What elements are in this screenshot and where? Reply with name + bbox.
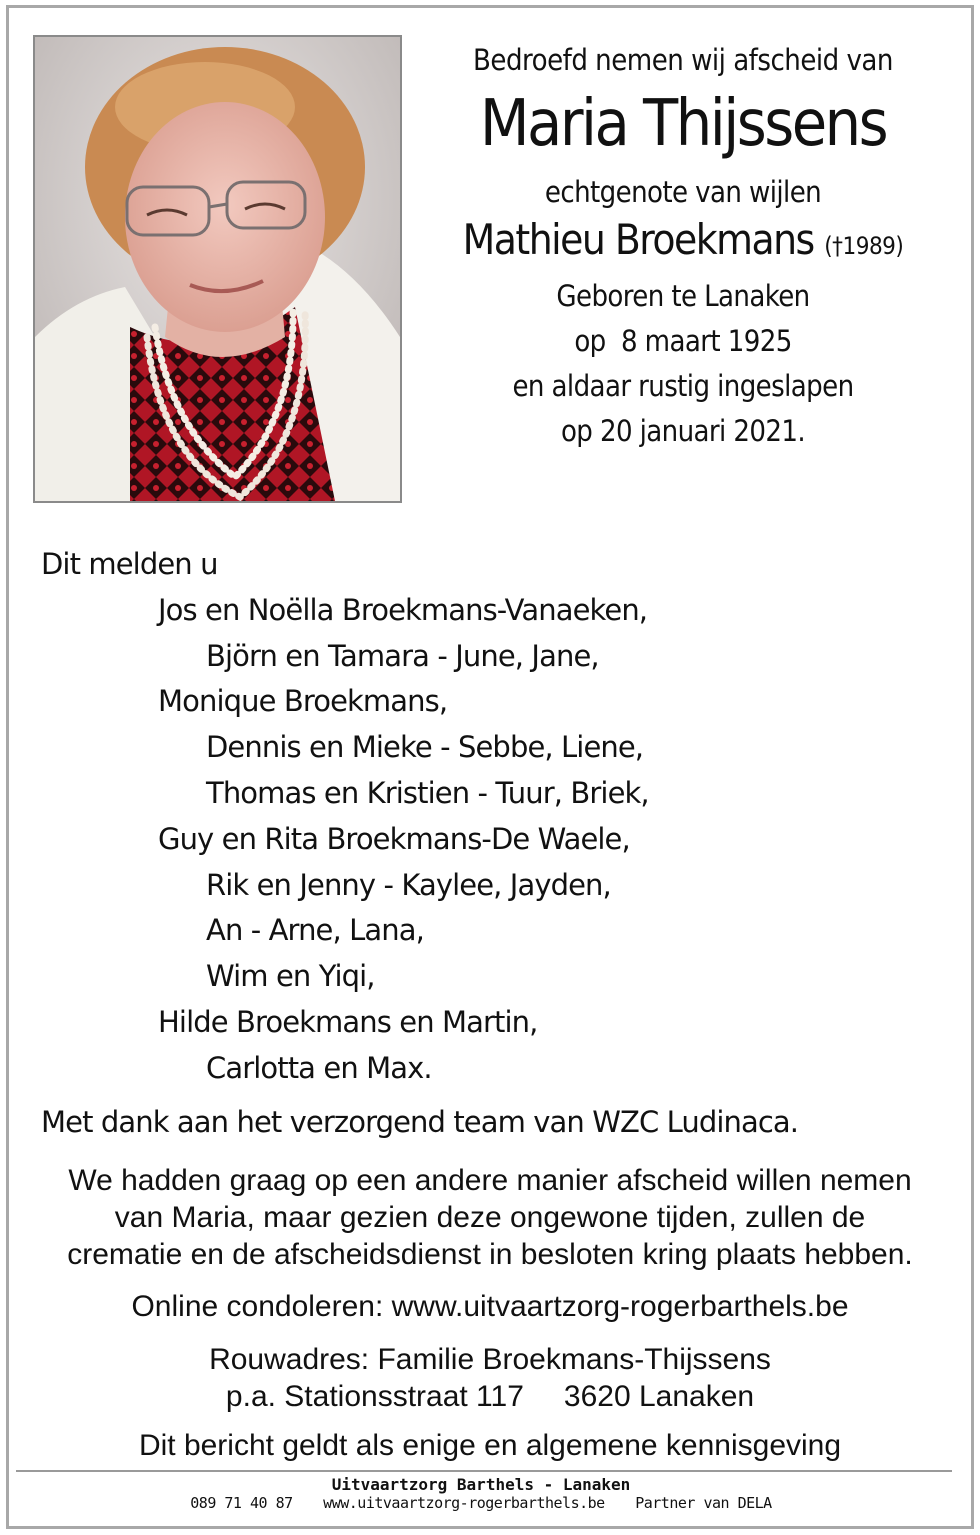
family-line: Dennis en Mieke - Sebbe, Liene, [206, 730, 644, 765]
family-line: Hilde Broekmans en Martin, [158, 1004, 538, 1039]
family-intro: Dit melden u [41, 547, 218, 581]
footer-divider [16, 1470, 952, 1472]
address-street: p.a. Stationsstraat 117 [225, 1380, 524, 1413]
footer-phone: 089 71 40 87 [190, 1494, 293, 1512]
family-line: Guy en Rita Broekmans-De Waele, [158, 821, 630, 856]
relation-text: echtgenote van wijlen [544, 175, 822, 209]
death-date: op 20 januari 2021. [560, 414, 806, 448]
announcement-intro: Bedroefd nemen wij afscheid van [473, 43, 893, 77]
address-city: 3620 Lanaken [563, 1380, 755, 1413]
footer-website: www.uitvaartzorg-rogerbarthels.be [323, 1494, 605, 1512]
thanks-text: Met dank aan het verzorgend team van WZC Ludinaca. [41, 1105, 799, 1139]
family-line: Björn en Tamara - June, Jane, [206, 638, 599, 673]
announcement-header [418, 40, 948, 454]
family-line: Carlotta en Max. [206, 1050, 432, 1085]
funeral-company: Uitvaartzorg Barthels - Lanaken [331, 1475, 631, 1494]
notice-line: We hadden graag op een andere manier afscheid willen nemen [68, 1164, 912, 1197]
family-line: Rik en Jenny - Kaylee, Jayden, [206, 867, 611, 902]
notice-line: crematie en de afscheidsdienst in besloten kring plaats hebben. [67, 1238, 913, 1271]
address-family: Rouwadres: Familie Broekmans-Thijssens [209, 1343, 771, 1376]
spouse-line [418, 212, 948, 274]
family-line: Thomas en Kristien - Tuur, Briek, [206, 775, 649, 810]
ceremony-notice [20, 1162, 960, 1273]
online-condolences: Online condoleren: www.uitvaartzorg-rogerbarthels.be [131, 1290, 849, 1323]
address-line [20, 1378, 960, 1415]
portrait-illustration [35, 37, 400, 501]
general-notice: Dit bericht geldt als enige en algemene kennisgeving [138, 1429, 842, 1462]
family-line: Jos en Noëlla Broekmans-Vanaeken, [158, 592, 648, 627]
family-line: An - Arne, Lana, [206, 913, 424, 948]
family-list [41, 542, 941, 1092]
birth-place: Geboren te Lanaken [556, 279, 810, 313]
notice-line: van Maria, maar gezien deze ongewone tijden, zullen de [114, 1201, 866, 1234]
footer-partner: Partner van DELA [635, 1494, 772, 1512]
deceased-name: Maria Thijssens [479, 87, 887, 161]
spouse-name: Mathieu Broekmans [462, 215, 814, 264]
footer-contact [0, 1494, 962, 1512]
family-line: Wim en Yiqi, [206, 959, 375, 994]
birth-date: op 8 maart 1925 [574, 324, 792, 358]
mourning-address [20, 1341, 960, 1415]
family-line: Monique Broekmans, [158, 684, 448, 719]
portrait-photo [33, 35, 402, 503]
rest-text: en aldaar rustig ingeslapen [512, 369, 854, 403]
spouse-death-year: (†1989) [824, 232, 904, 260]
